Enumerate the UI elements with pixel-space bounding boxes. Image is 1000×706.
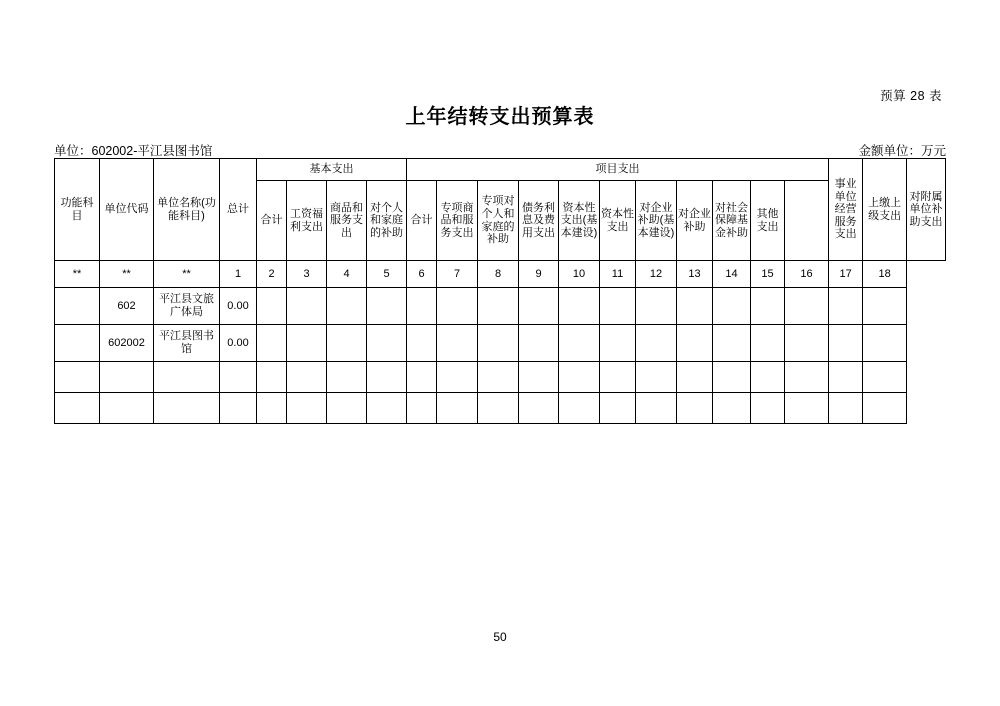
cell-value [785,393,829,424]
cell-value [367,288,407,325]
colnum-6: 4 [327,261,367,288]
cell-value [519,288,559,325]
header-project-social-security-fund-subsidy: 对社会保障基金补助 [713,181,751,261]
cell-unit-name: 平江县文旅广体局 [154,288,220,325]
table-group-header-row [55,159,946,181]
cell-value [863,325,907,362]
cell-value [600,325,636,362]
cell-value [751,393,785,424]
cell-value [636,288,677,325]
colnum-17: 15 [751,261,785,288]
cell-value [600,393,636,424]
cell-value [751,362,785,393]
cell-value [478,325,519,362]
cell-total: 0.00 [220,325,257,362]
cell-value [437,325,478,362]
cell-value [785,288,829,325]
colnum-3: 1 [220,261,257,288]
cell-value [863,393,907,424]
cell-value [829,393,863,424]
colnum-1: ** [100,261,154,288]
header-project-debt-interest: 债务利息及费用支出 [519,181,559,261]
colnum-20: 18 [863,261,907,288]
cell-value [559,288,600,325]
cell-value [713,362,751,393]
colnum-4: 2 [257,261,287,288]
cell-value [751,288,785,325]
cell-value [367,393,407,424]
cell-value [677,393,713,424]
header-project-enterprise-subsidy-basic-construction: 对企业补助(基本建设) [636,181,677,261]
cell-unit-name [154,362,220,393]
cell-value [407,288,437,325]
header-unit-name: 单位名称(功能科目) [154,159,220,261]
header-func-code: 功能科目 [55,159,100,261]
cell-unit-name [154,393,220,424]
header-group-basic: 基本支出 [257,159,407,181]
cell-value [478,393,519,424]
colnum-18: 16 [785,261,829,288]
meta-row [54,141,946,159]
colnum-12: 10 [559,261,600,288]
colnum-8: 6 [407,261,437,288]
cell-value [600,288,636,325]
cell-value [287,325,327,362]
header-project-special-goods-services: 专项商品和服务支出 [437,181,478,261]
amount-unit-label: 金额单位：万元 [858,144,946,158]
header-basic-goods-services: 商品和服务支出 [327,181,367,261]
header-basic-salary-welfare: 工资福利支出 [287,181,327,261]
header-group-project: 项目支出 [407,159,829,181]
cell-value [478,288,519,325]
cell-value [257,393,287,424]
cell-value [519,393,559,424]
column-number-row [55,261,946,288]
cell-value [863,362,907,393]
header-project-special-personal-family-subsidy: 专项对个人和家庭的补助 [478,181,519,261]
cell-func-code [55,393,100,424]
header-subsidy-to-affiliated-units: 对附属单位补助支出 [907,159,946,261]
cell-unit-code [100,393,154,424]
cell-value [519,362,559,393]
budget-table [54,158,946,424]
cell-value [407,393,437,424]
cell-value [407,325,437,362]
cell-value [636,393,677,424]
cell-value [367,325,407,362]
cell-value [829,325,863,362]
colnum-0: ** [55,261,100,288]
cell-value [478,362,519,393]
cell-value [327,362,367,393]
cell-func-code [55,288,100,325]
header-project-total: 合计 [407,181,437,261]
cell-value [785,325,829,362]
page-number: 50 [493,630,507,644]
header-basic-total: 合计 [257,181,287,261]
cell-value [713,393,751,424]
cell-value [257,362,287,393]
cell-unit-code [100,362,154,393]
header-basic-personal-family-subsidy: 对个人和家庭的补助 [367,181,407,261]
table-row [55,325,946,362]
cell-value [677,362,713,393]
table-row [55,393,946,424]
cell-unit-name: 平江县图书馆 [154,325,220,362]
cell-value [327,288,367,325]
header-business-service-expenditure: 事业单位经营服务支出 [829,159,863,261]
cell-total [220,362,257,393]
header-payment-to-superior: 上缴上级支出 [863,159,907,261]
cell-value [367,362,407,393]
cell-value [751,325,785,362]
header-unit-code: 单位代码 [100,159,154,261]
colnum-7: 5 [367,261,407,288]
unit-label: 单位：602002-平江县图书馆 [54,144,213,158]
table-row [55,288,946,325]
cell-value [327,393,367,424]
colnum-15: 13 [677,261,713,288]
colnum-2: ** [154,261,220,288]
form-number: 预算 28 表 [880,89,942,103]
cell-value [559,393,600,424]
cell-value [636,325,677,362]
cell-value [437,288,478,325]
cell-value [713,325,751,362]
colnum-16: 14 [713,261,751,288]
colnum-9: 7 [437,261,478,288]
header-project-enterprise-subsidy: 对企业补助 [677,181,713,261]
header-total: 总计 [220,159,257,261]
cell-value [559,325,600,362]
header-project-capital-basic-construction: 资本性支出(基本建设) [559,181,600,261]
header-project-other-expenditure: 其他支出 [751,181,785,261]
colnum-11: 9 [519,261,559,288]
cell-value [829,362,863,393]
cell-value [600,362,636,393]
cell-value [677,325,713,362]
cell-total: 0.00 [220,288,257,325]
cell-value [785,362,829,393]
cell-func-code [55,362,100,393]
colnum-19: 17 [829,261,863,288]
cell-total [220,393,257,424]
cell-value [863,288,907,325]
cell-value [287,362,327,393]
cell-value [287,288,327,325]
cell-value [829,288,863,325]
cell-value [257,325,287,362]
cell-value [559,362,600,393]
header-project-capital: 资本性支出 [600,181,636,261]
cell-value [713,288,751,325]
cell-func-code [55,325,100,362]
cell-unit-code: 602002 [100,325,154,362]
cell-value [677,288,713,325]
cell-value [407,362,437,393]
cell-value [636,362,677,393]
colnum-5: 3 [287,261,327,288]
cell-value [437,362,478,393]
page-title: 上年结转支出预算表 [405,106,595,128]
colnum-14: 12 [636,261,677,288]
cell-value [257,288,287,325]
cell-value [287,393,327,424]
cell-value [327,325,367,362]
table-row [55,362,946,393]
cell-unit-code: 602 [100,288,154,325]
cell-value [519,325,559,362]
colnum-10: 8 [478,261,519,288]
cell-value [437,393,478,424]
colnum-13: 11 [600,261,636,288]
